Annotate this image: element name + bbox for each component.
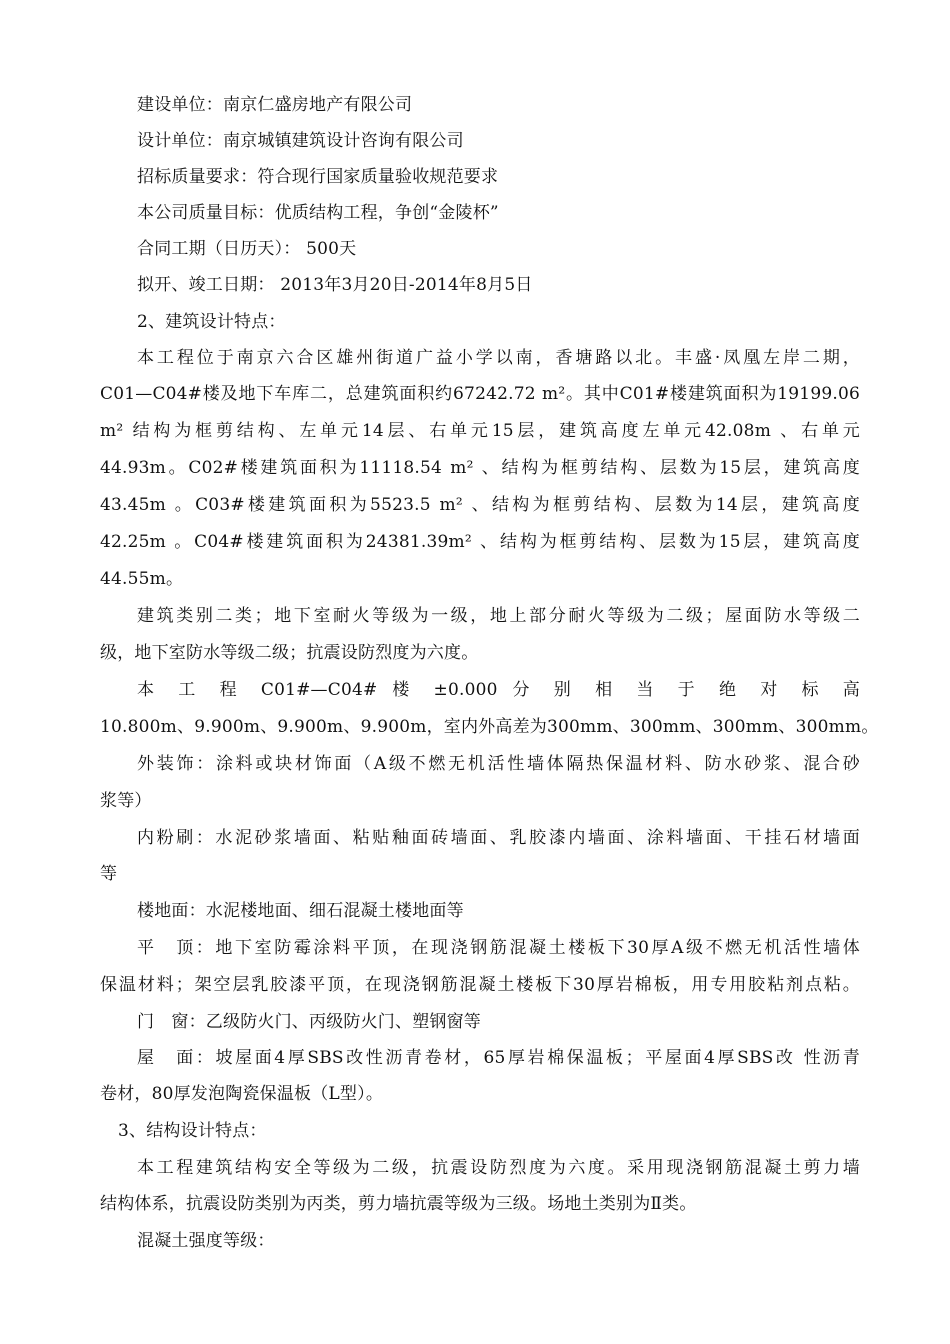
quality-goal-line: 本公司质量目标：优质结构工程，争创“金陵杯”	[137, 203, 499, 223]
paragraph-line: 本工程位于南京六合区雄州街道广益小学以南，香塘路以北。丰盛·凤凰左岸二期，	[137, 348, 860, 368]
design-unit-line: 设计单位：南京城镇建筑设计咨询有限公司	[137, 131, 464, 151]
paragraph-line: 43.45m 。C03#楼建筑面积为5523.5 m² 、结构为框剪结构、层数为14层，建筑高度	[100, 495, 860, 515]
paragraph-line: 本 工 程 C01#—C04# 楼 ±0.000 分 别 相 当 于 绝 对 标 高	[137, 680, 860, 700]
paragraph-line: 内粉刷：水泥砂浆墙面、粘贴釉面砖墙面、乳胶漆内墙面、涂料墙面、干挂石材墙面	[137, 828, 860, 848]
paragraph-line: 外装饰：涂料或块材饰面（A级不燃无机活性墙体隔热保温材料、防水砂浆、混合砂	[137, 754, 860, 774]
paragraph-line: 浆等）	[100, 791, 152, 811]
paragraph-line: 42.25m 。C04#楼建筑面积为24381.39m² 、结构为框剪结构、层数为15层，建筑高度	[100, 532, 860, 552]
dates-line: 拟开、竣工日期： 2013年3月20日-2014年8月5日	[137, 275, 533, 295]
paragraph-line: 卷材，80厚发泡陶瓷保温板（L型）。	[100, 1084, 384, 1104]
contract-period-line: 合同工期（日历天）： 500天	[137, 239, 357, 259]
paragraph-line: 保温材料；架空层乳胶漆平顶，在现浇钢筋混凝土楼板下30厚岩棉板，用专用胶粘剂点粘。	[100, 975, 860, 995]
paragraph-line: 门 窗：乙级防火门、丙级防火门、塑钢窗等	[137, 1012, 481, 1032]
paragraph-line: 楼地面：水泥楼地面、细石混凝土楼地面等	[137, 901, 464, 921]
paragraph-line: 级，地下室防水等级二级；抗震设防烈度为六度。	[100, 643, 479, 663]
paragraph-line: 屋 面：坡屋面4厚SBS改性沥青卷材，65厚岩棉保温板；平屋面4厚SBS改 性沥青	[137, 1048, 860, 1068]
paragraph-line: 混凝土强度等级：	[137, 1231, 275, 1251]
paragraph-line: 44.55m。	[100, 569, 184, 589]
construction-unit-line: 建设单位：南京仁盛房地产有限公司	[137, 95, 413, 115]
paragraph-line: 平 顶：地下室防霉涂料平顶，在现浇钢筋混凝土楼板下30厚A级不燃无机活性墙体	[137, 938, 860, 958]
paragraph-line: 建筑类别二类；地下室耐火等级为一级，地上部分耐火等级为二级；屋面防水等级二	[137, 606, 860, 626]
paragraph-line: C01—C04#楼及地下车库二，总建筑面积约67242.72 m²。其中C01#楼建筑面积为19199.06	[100, 384, 860, 404]
paragraph-line: 结构体系，抗震设防类别为丙类，剪力墙抗震等级为三级。场地土类别为Ⅱ类。	[100, 1194, 697, 1214]
paragraph-line: 等	[100, 864, 118, 884]
paragraph-line: m² 结构为框剪结构、左单元14层、右单元15层，建筑高度左单元42.08m 、右单元	[100, 421, 860, 441]
quality-requirement-line: 招标质量要求：符合现行国家质量验收规范要求	[137, 167, 499, 187]
paragraph-line: 10.800m、9.900m、9.900m、9.900m，室内外高差为300mm、300mm、300mm、300mm。	[100, 717, 879, 737]
paragraph-line: 本工程建筑结构安全等级为二级，抗震设防烈度为六度。采用现浇钢筋混凝土剪力墙	[137, 1158, 860, 1178]
section2-heading: 2、建筑设计特点：	[137, 312, 286, 332]
section3-heading: 3、结构设计特点：	[118, 1121, 267, 1141]
paragraph-line: 44.93m。C02#楼建筑面积为11118.54 m² 、结构为框剪结构、层数为15层，建筑高度	[100, 458, 860, 478]
